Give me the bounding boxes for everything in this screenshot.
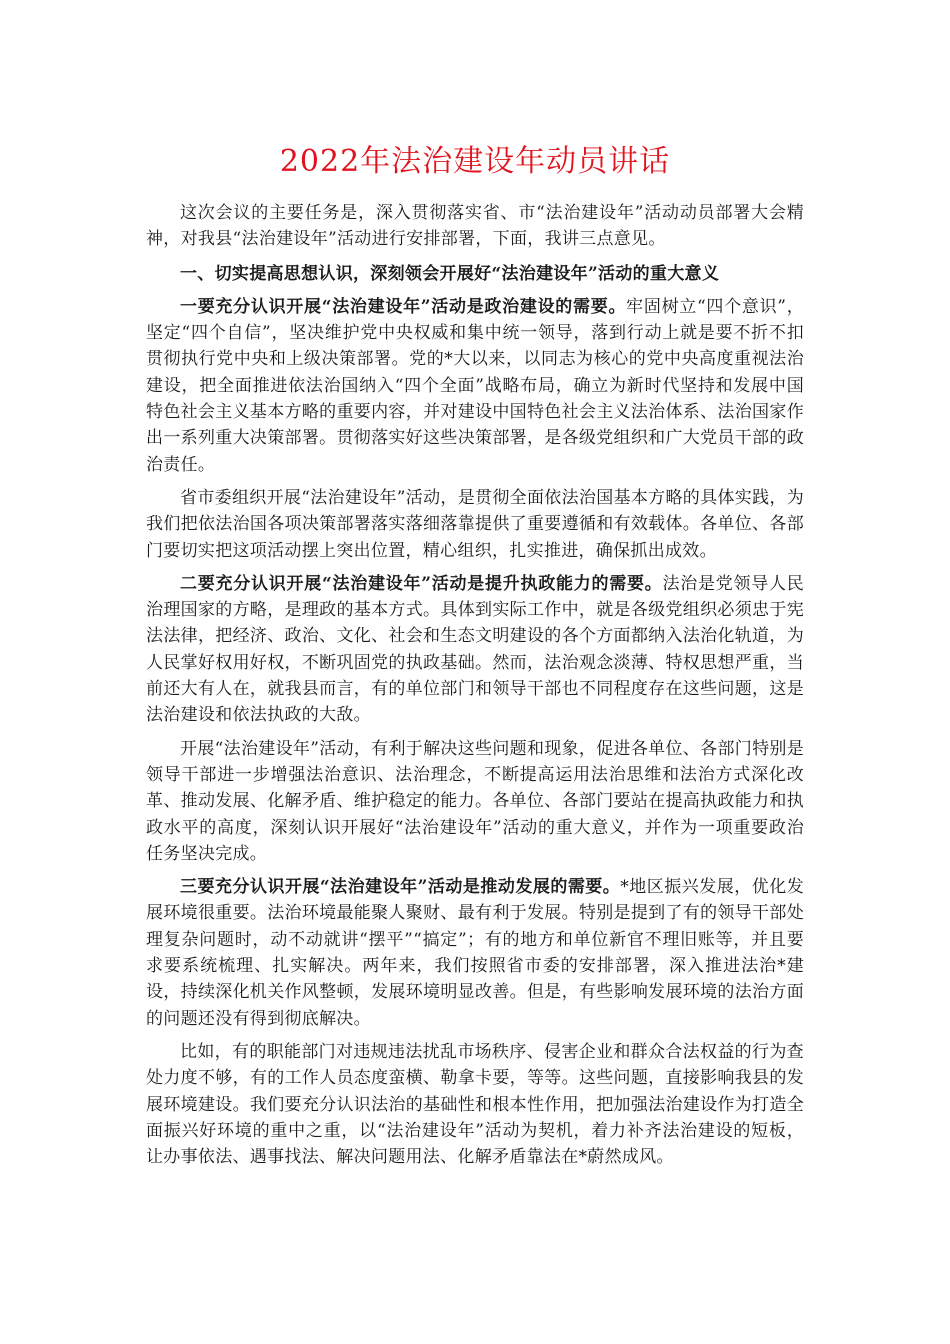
paragraph-lead: 一要充分认识开展“法治建设年”活动是政治建设的需要。 (180, 296, 627, 317)
paragraph-point-1 (146, 294, 804, 478)
paragraph-lead: 三要充分认识开展“法治建设年”活动是推动发展的需要。 (180, 877, 621, 898)
paragraph-body (146, 485, 804, 564)
paragraph-point-3 (146, 874, 804, 1032)
document-title: 2022年法治建设年动员讲话 (279, 144, 671, 179)
paragraph-text: *地区振兴发展，优化发展环境很重要。法治环境最能聚人聚财、最有利于发展。特别是提到了有的领导干部处理复杂问题时，动不动就讲“摆平”“搞定”；有的地方和单位新官不理旧账等，并且要求要系统梳理、扎实解决。两年来，我们按照省市委的安排部署，深入推进法治*建设，持续深化机关作风整顿，发展环境明显改善。但是，有些影响发展环境的法治方面的问题还没有得到彻底解决。 (146, 877, 804, 1029)
paragraph-point-2 (146, 571, 804, 729)
paragraph-text: 比如，有的职能部门对违规违法扰乱市场秩序、侵害企业和群众合法权益的行为查处力度不够，有的工作人员态度蛮横、勒拿卡要，等等。这些问题，直接影响我县的发展环境建设。我们要充分认识法治的基础性和根本性作用，把加强法治建设作为打造全面振兴好环境的重中之重，以“法治建设年”活动为契机，着力补齐法治建设的短板，让办事依法、遇事找法、解决问题用法、化解矛盾靠法在*蔚然成风。 (146, 1041, 804, 1168)
paragraph-body (146, 736, 804, 867)
paragraph-body (146, 1039, 804, 1170)
paragraph-text: 省市委组织开展“法治建设年”活动，是贯彻全面依法治国基本方略的具体实践，为我们把依法治国各项决策部署落实落细落靠提供了重要遵循和有效载体。各单位、各部门要切实把这项活动摆上突出位置，精心组织，扎实推进，确保抓出成效。 (146, 487, 804, 561)
paragraph-text: 牢固树立“四个意识”，坚定“四个自信”，坚决维护党中央权威和集中统一领导，落到行动上就是要不折不扣贯彻执行党中央和上级决策部署。党的*大以来，以同志为核心的党中央高度重视法治建设，把全面推进依法治国纳入“四个全面”战略布局，确立为新时代坚持和发展中国特色社会主义基本方略的重要内容，并对建设中国特色社会主义法治体系、法治国家作出一系列重大决策部署。贯彻落实好这些决策部署，是各级党组织和广大党员干部的政治责任。 (146, 296, 804, 475)
heading-text: 一、切实提高思想认识，深刻领会开展好“法治建设年”活动的重大意义 (180, 263, 720, 284)
paragraph-intro (146, 200, 804, 253)
paragraph-lead: 二要充分认识开展“法治建设年”活动是提升执政能力的需要。 (180, 573, 663, 594)
section-heading-1 (146, 261, 804, 287)
paragraph-text: 法治是党领导人民治理国家的方略，是理政的基本方式。具体到实际工作中，就是各级党组织必须忠于宪法法律，把经济、政治、文化、社会和生态文明建设的各个方面都纳入法治化轨道，为人民掌好权用好权，不断巩固党的执政基础。然而，法治观念淡薄、特权思想严重，当前还大有人在，就我县而言，有的单位部门和领导干部也不同程度存在这些问题，这是法治建设和依法执政的大敌。 (146, 573, 804, 726)
paragraph-text: 这次会议的主要任务是，深入贯彻落实省、市“法治建设年”活动动员部署大会精神，对我县“法治建设年”活动进行安排部署，下面，我讲三点意见。 (146, 203, 804, 250)
paragraph-text: 开展“法治建设年”活动，有利于解决这些问题和现象，促进各单位、各部门特别是领导干部进一步增强法治意识、法治理念，不断提高运用法治思维和法治方式深化改革、推动发展、化解矛盾、维护稳定的能力。各单位、各部门要站在提高执政能力和执政水平的高度，深刻认识开展好“法治建设年”活动的重大意义，并作为一项重要政治任务坚决完成。 (146, 738, 804, 864)
